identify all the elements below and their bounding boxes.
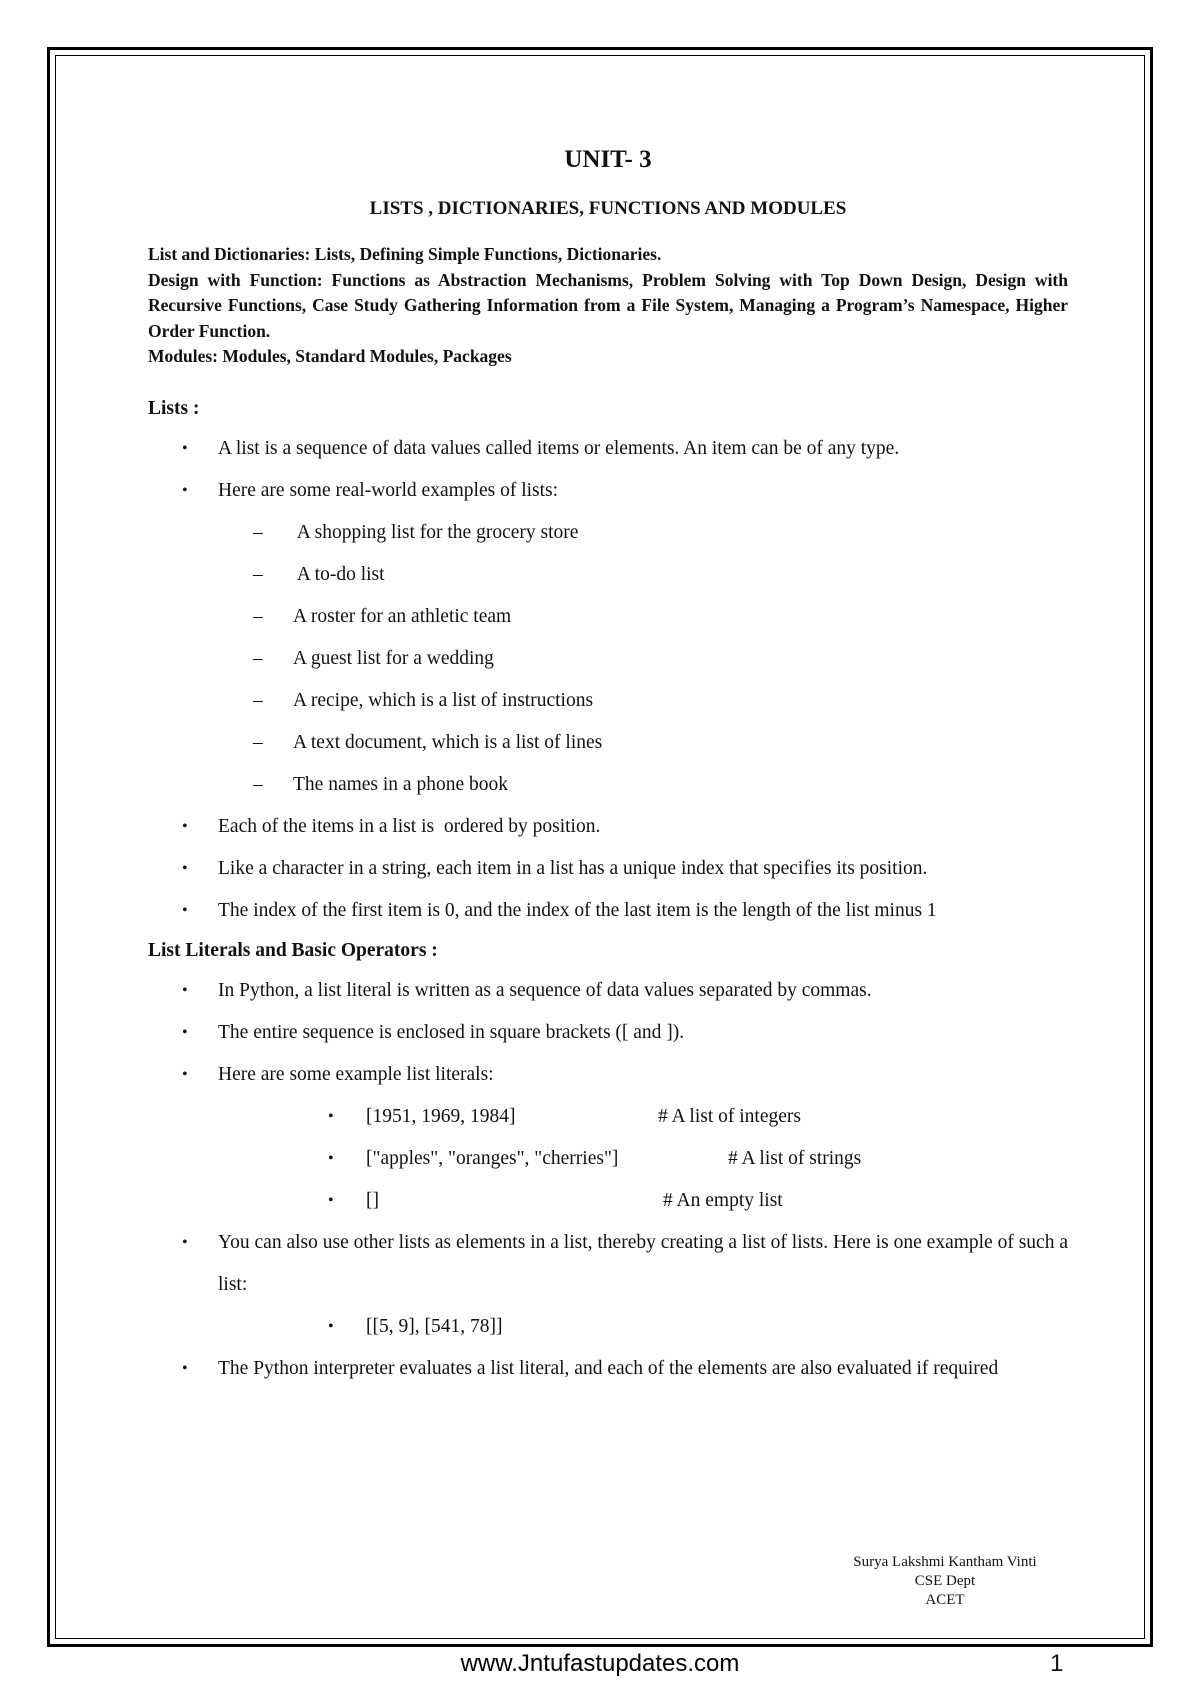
code-comment: # A list of integers [658,1105,801,1127]
dash-icon: – [253,605,263,627]
example-text: A roster for an athletic team [293,605,512,627]
lists-bullet-list [148,428,1068,932]
example-text: The names in a phone book [293,773,508,795]
dash-icon: – [253,689,263,711]
list-item [148,806,1068,848]
bullet-icon: • [182,1023,188,1041]
bullet-text: Like a character in a string, each item in a list has a unique index that specifies its position. [218,857,928,879]
bullet-icon: • [182,901,188,919]
bullet-text: Here are some real-world examples of lists: [218,479,559,501]
code-comment: # A list of strings [728,1147,862,1169]
author-college: ACET [925,1592,965,1608]
list-item [148,848,1068,890]
list-item [148,970,1068,1012]
page-content [148,140,1068,1390]
bullet-icon: • [182,859,188,877]
example-text: A guest list for a wedding [293,647,494,669]
bullet-icon: • [182,1065,188,1083]
bullet-text: In Python, a list literal is written as a sequence of data values separated by commas. [218,979,872,1001]
bullet-text: You can also use other lists as elements in a list, thereby creating a list of lists. Here is one example of such a list: [218,1231,1068,1295]
syllabus-line-modules: Modules: Modules, Standard Modules, Packages [148,346,512,366]
bullet-icon: • [182,981,188,999]
author-block [820,1553,1070,1610]
dash-icon: – [253,773,263,795]
code-literal: [[5, 9], [541, 78]] [366,1315,503,1337]
syllabus-line-lists: List and Dictionaries: Lists, Defining Simple Functions, Dictionaries. [148,244,662,264]
code-example-item [148,1096,1068,1138]
example-text: A text document, which is a list of lines [293,731,603,753]
bullet-icon: • [182,481,188,499]
code-literal: ["apples", "oranges", "cherries"] [366,1147,619,1169]
code-literal: [1951, 1969, 1984] [366,1105,516,1127]
bullet-text: Here are some example list literals: [218,1063,494,1085]
sub-list-item [148,596,1068,638]
bullet-icon: • [182,1233,188,1251]
sub-list-item [148,764,1068,806]
syllabus-block [148,242,1068,370]
bullet-icon: • [182,1359,188,1377]
bullet-text: A list is a sequence of data values called items or elements. An item can be of any type. [218,437,900,459]
author-name: Surya Lakshmi Kantham Vinti [853,1554,1037,1570]
unit-subtitle: LISTS , DICTIONARIES, FUNCTIONS AND MODULES [369,198,847,219]
sub-list-item [148,512,1068,554]
sub-list-item [148,680,1068,722]
list-item [148,1012,1068,1054]
dash-icon: – [253,731,263,753]
list-item [148,1222,1068,1306]
list-item [148,470,1068,512]
list-item [148,1348,1068,1390]
section-heading-list-literals: List Literals and Basic Operators : [148,939,438,961]
bullet-icon: • [328,1107,334,1125]
bullet-text: The entire sequence is enclosed in square brackets ([ and ]). [218,1021,685,1043]
site-url-link[interactable]: www.Jntufastupdates.com [460,1650,740,1677]
example-text: A recipe, which is a list of instructions [293,689,594,711]
code-comment: # An empty list [663,1189,783,1211]
dash-icon: – [253,647,263,669]
author-dept: CSE Dept [914,1573,976,1589]
bullet-text: Each of the items in a list is ordered by position. [218,815,601,837]
dash-icon: – [253,521,263,543]
sub-list-item [148,638,1068,680]
code-literal: [] [366,1189,379,1211]
bullet-icon: • [328,1191,334,1209]
list-item [148,1054,1068,1096]
section-heading-lists: Lists : [148,397,200,419]
sub-list-item [148,554,1068,596]
example-text: A to-do list [293,563,385,585]
list-item [148,428,1068,470]
bullet-icon: • [182,439,188,457]
code-example-item [148,1180,1068,1222]
code-example-item [148,1306,1068,1348]
bullet-text: The Python interpreter evaluates a list literal, and each of the elements are also evaluated if required [218,1357,999,1379]
code-example-item [148,1138,1068,1180]
example-text: A shopping list for the grocery store [293,521,579,543]
literals-bullet-list [148,970,1068,1390]
dash-icon: – [253,563,263,585]
unit-title: UNIT- 3 [564,146,652,173]
syllabus-line-design: Design with Function: Functions as Abstraction Mechanisms, Problem Solving with Top Down Design, Design with Recursive Functions, Case Study Gathering Information from a File System, Managing a Program’s Namespace, Higher Order Function. [148,269,1068,341]
bullet-text: The index of the first item is 0, and the index of the last item is the length of the list minus 1 [218,899,937,921]
bullet-icon: • [328,1317,334,1335]
page-number: 1 [1050,1650,1064,1677]
bullet-icon: • [328,1149,334,1167]
sub-list-item [148,722,1068,764]
bullet-icon: • [182,817,188,835]
list-item [148,890,1068,932]
